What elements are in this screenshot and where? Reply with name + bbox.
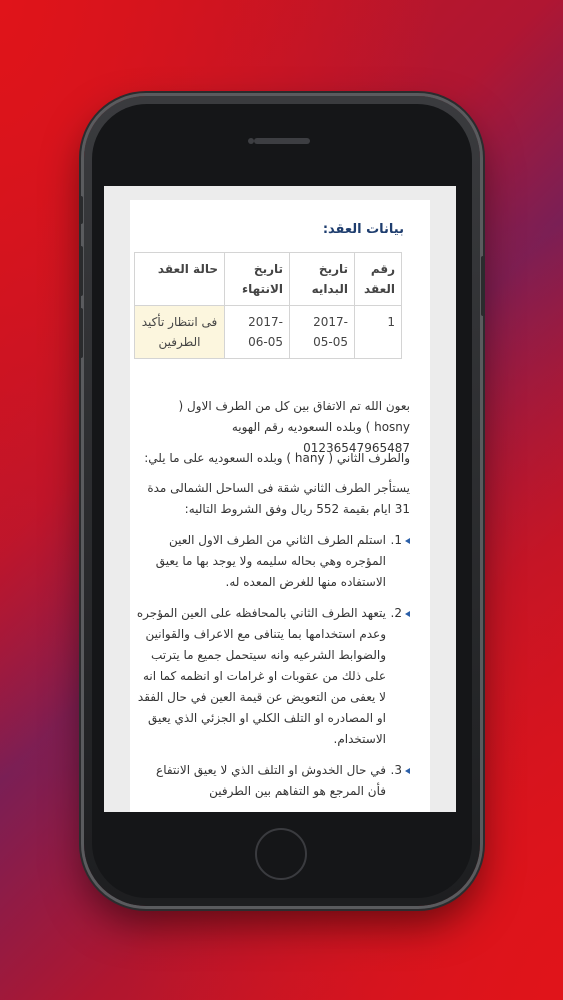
header-start-date: تاريخ البدايه (290, 253, 355, 306)
cell-contract-status: فى انتظار تأكيد الطرفين (135, 306, 225, 359)
list-item (136, 760, 410, 802)
header-contract-status: حالة العقد (135, 253, 225, 306)
term-text: في حال الخدوش او التلف الذي لا يعيق الانتفاع فأن المرجع هو التفاهم بين الطرفين (156, 763, 386, 798)
second-party-paragraph: والطرف الثاني ( hany ) وبلده السعوديه على ما يلي: (144, 451, 410, 465)
power-button (481, 256, 485, 316)
term-text: استلم الطرف الثاني من الطرف الاول العين المؤجره وهي بحاله سليمه ولا يوجد بها ما يعيق الاستفاده منها للغرض المعده له. (155, 533, 386, 589)
contract-sheet (130, 200, 430, 812)
volume-down-button (79, 308, 83, 358)
term-text: يتعهد الطرف الثاني بالمحافظه على العين المؤجره وعدم استخدامها بما يتنافى مع الاعراف والقوانين والضوابط الشرعيه وانه سيتحمل جميع ما يترتب على ذلك من عقوبات او غرامات او انظمه كما انه لا يعفى من التعويض عن قيمة العين في حال الفقد او المصادره او التلف الكلي او الجزئي الذي يعيق الاستخدام. (136, 606, 386, 746)
triangle-bullet-icon (405, 538, 410, 544)
rental-terms-paragraph: يستأجر الطرف الثاني شقة فى الساحل الشمالى مدة 31 ايام بقيمة 552 ريال وفق الشروط التاليه: (147, 481, 410, 516)
volume-up-button (79, 246, 83, 296)
cell-end-date: 2017-06-05 (225, 306, 290, 359)
header-end-date: تاريخ الانتهاء (225, 253, 290, 306)
header-contract-number: رقم العقد (355, 253, 402, 306)
list-item (136, 603, 410, 750)
terms-list (136, 530, 410, 812)
cell-contract-number: 1 (355, 306, 402, 359)
triangle-bullet-icon (405, 611, 410, 617)
list-item (136, 530, 410, 593)
term-number: 1. (388, 530, 410, 551)
home-button-icon[interactable] (255, 828, 307, 880)
triangle-bullet-icon (405, 768, 410, 774)
table-header-row (135, 253, 402, 306)
cell-start-date: 2017-05-05 (290, 306, 355, 359)
contract-section-title: بيانات العقد: (322, 222, 404, 237)
term-number: 3. (388, 760, 410, 781)
term-number: 2. (388, 603, 410, 624)
contract-table (134, 252, 402, 359)
table-row (135, 306, 402, 359)
intro-paragraph: بعون الله تم الاتفاق بين كل من الطرف الاول ( hosny ) وبلده السعوديه رقم الهويه 01236547965487 (178, 399, 410, 455)
earpiece-speaker (254, 138, 310, 144)
phone-screen (104, 186, 456, 812)
mute-switch (79, 196, 83, 224)
